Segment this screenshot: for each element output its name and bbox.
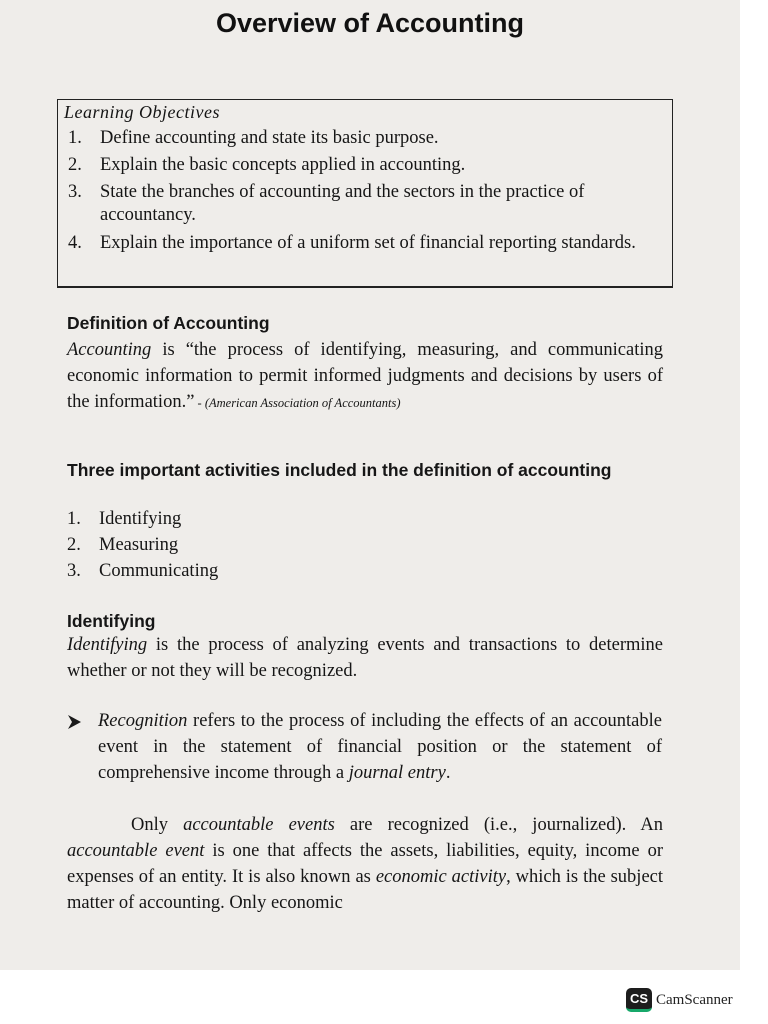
list-text: Identifying: [99, 509, 182, 529]
text-run: , which is the subject matter of accounting. Only economic: [67, 867, 664, 913]
accountable-event-term: accountable event: [67, 841, 205, 861]
objective-item: [68, 127, 668, 150]
list-number: 1.: [67, 509, 81, 529]
definition-term: Accounting: [67, 340, 152, 360]
journal-entry-term: journal entry: [348, 763, 446, 783]
list-item: [67, 558, 467, 584]
definition-citation: - (American Association of Accountants): [194, 396, 401, 410]
arrow-bullet-icon: [66, 711, 84, 733]
list-number: 2.: [67, 535, 81, 555]
objective-number: 4.: [68, 233, 82, 253]
camscanner-name: CamScanner: [656, 991, 733, 1008]
camscanner-watermark: [626, 988, 733, 1012]
objective-number: 1.: [68, 128, 82, 148]
objective-item: [68, 181, 668, 227]
list-number: 3.: [67, 561, 81, 581]
objective-number: 3.: [68, 182, 82, 202]
accountable-events-paragraph: [67, 812, 663, 916]
recognition-body: refers to the process of including the effects of an accountable event in the statement of financial position or the statement of comprehensive income through a: [98, 711, 662, 783]
identifying-body: is the process of analyzing events and transactions to determine whether or not they will be recognized.: [67, 635, 663, 681]
accountable-events-term: accountable events: [183, 815, 335, 835]
objective-text: Explain the importance of a uniform set of financial reporting standards.: [100, 233, 636, 253]
objective-item: [68, 232, 668, 255]
objective-text: Explain the basic concepts applied in accounting.: [100, 155, 466, 175]
recognition-paragraph: [98, 708, 662, 786]
learning-objectives-box: [57, 99, 673, 288]
objective-number: 2.: [68, 155, 82, 175]
identifying-heading: Identifying: [67, 611, 156, 631]
list-item: [67, 506, 467, 532]
objective-text: State the branches of accounting and the sectors in the practice of accountancy.: [100, 182, 585, 225]
list-text: Measuring: [99, 535, 179, 555]
definition-body: is “the process of identifying, measuring, and communicating economic information to permit informed judgments and decisions by users of the information.”: [67, 340, 663, 412]
text-run: is one that affects the assets, liabilities, equity, income or expenses of an entity. It is also known as: [67, 841, 663, 887]
page-title: Overview of Accounting: [215, 8, 525, 38]
learning-objectives-heading: Learning Objectives: [64, 102, 220, 122]
list-text: Communicating: [99, 561, 219, 581]
definition-heading: Definition of Accounting: [67, 313, 270, 333]
economic-activity-term: economic activity: [375, 867, 507, 887]
text-run: are recognized (i.e., journalized). An: [334, 815, 663, 835]
definition-paragraph: [67, 337, 663, 416]
activities-list: [67, 506, 467, 584]
objective-item: [68, 154, 668, 177]
identifying-term: Identifying: [67, 635, 148, 655]
text-run: Only: [131, 815, 184, 835]
identifying-paragraph: [67, 632, 663, 684]
camscanner-logo-icon: CS: [626, 988, 652, 1012]
objective-text: Define accounting and state its basic purpose.: [100, 128, 439, 148]
recognition-end: .: [445, 763, 451, 783]
list-item: [67, 532, 467, 558]
activities-heading: Three important activities included in the definition of accounting: [67, 460, 612, 480]
recognition-term: Recognition: [98, 711, 188, 731]
